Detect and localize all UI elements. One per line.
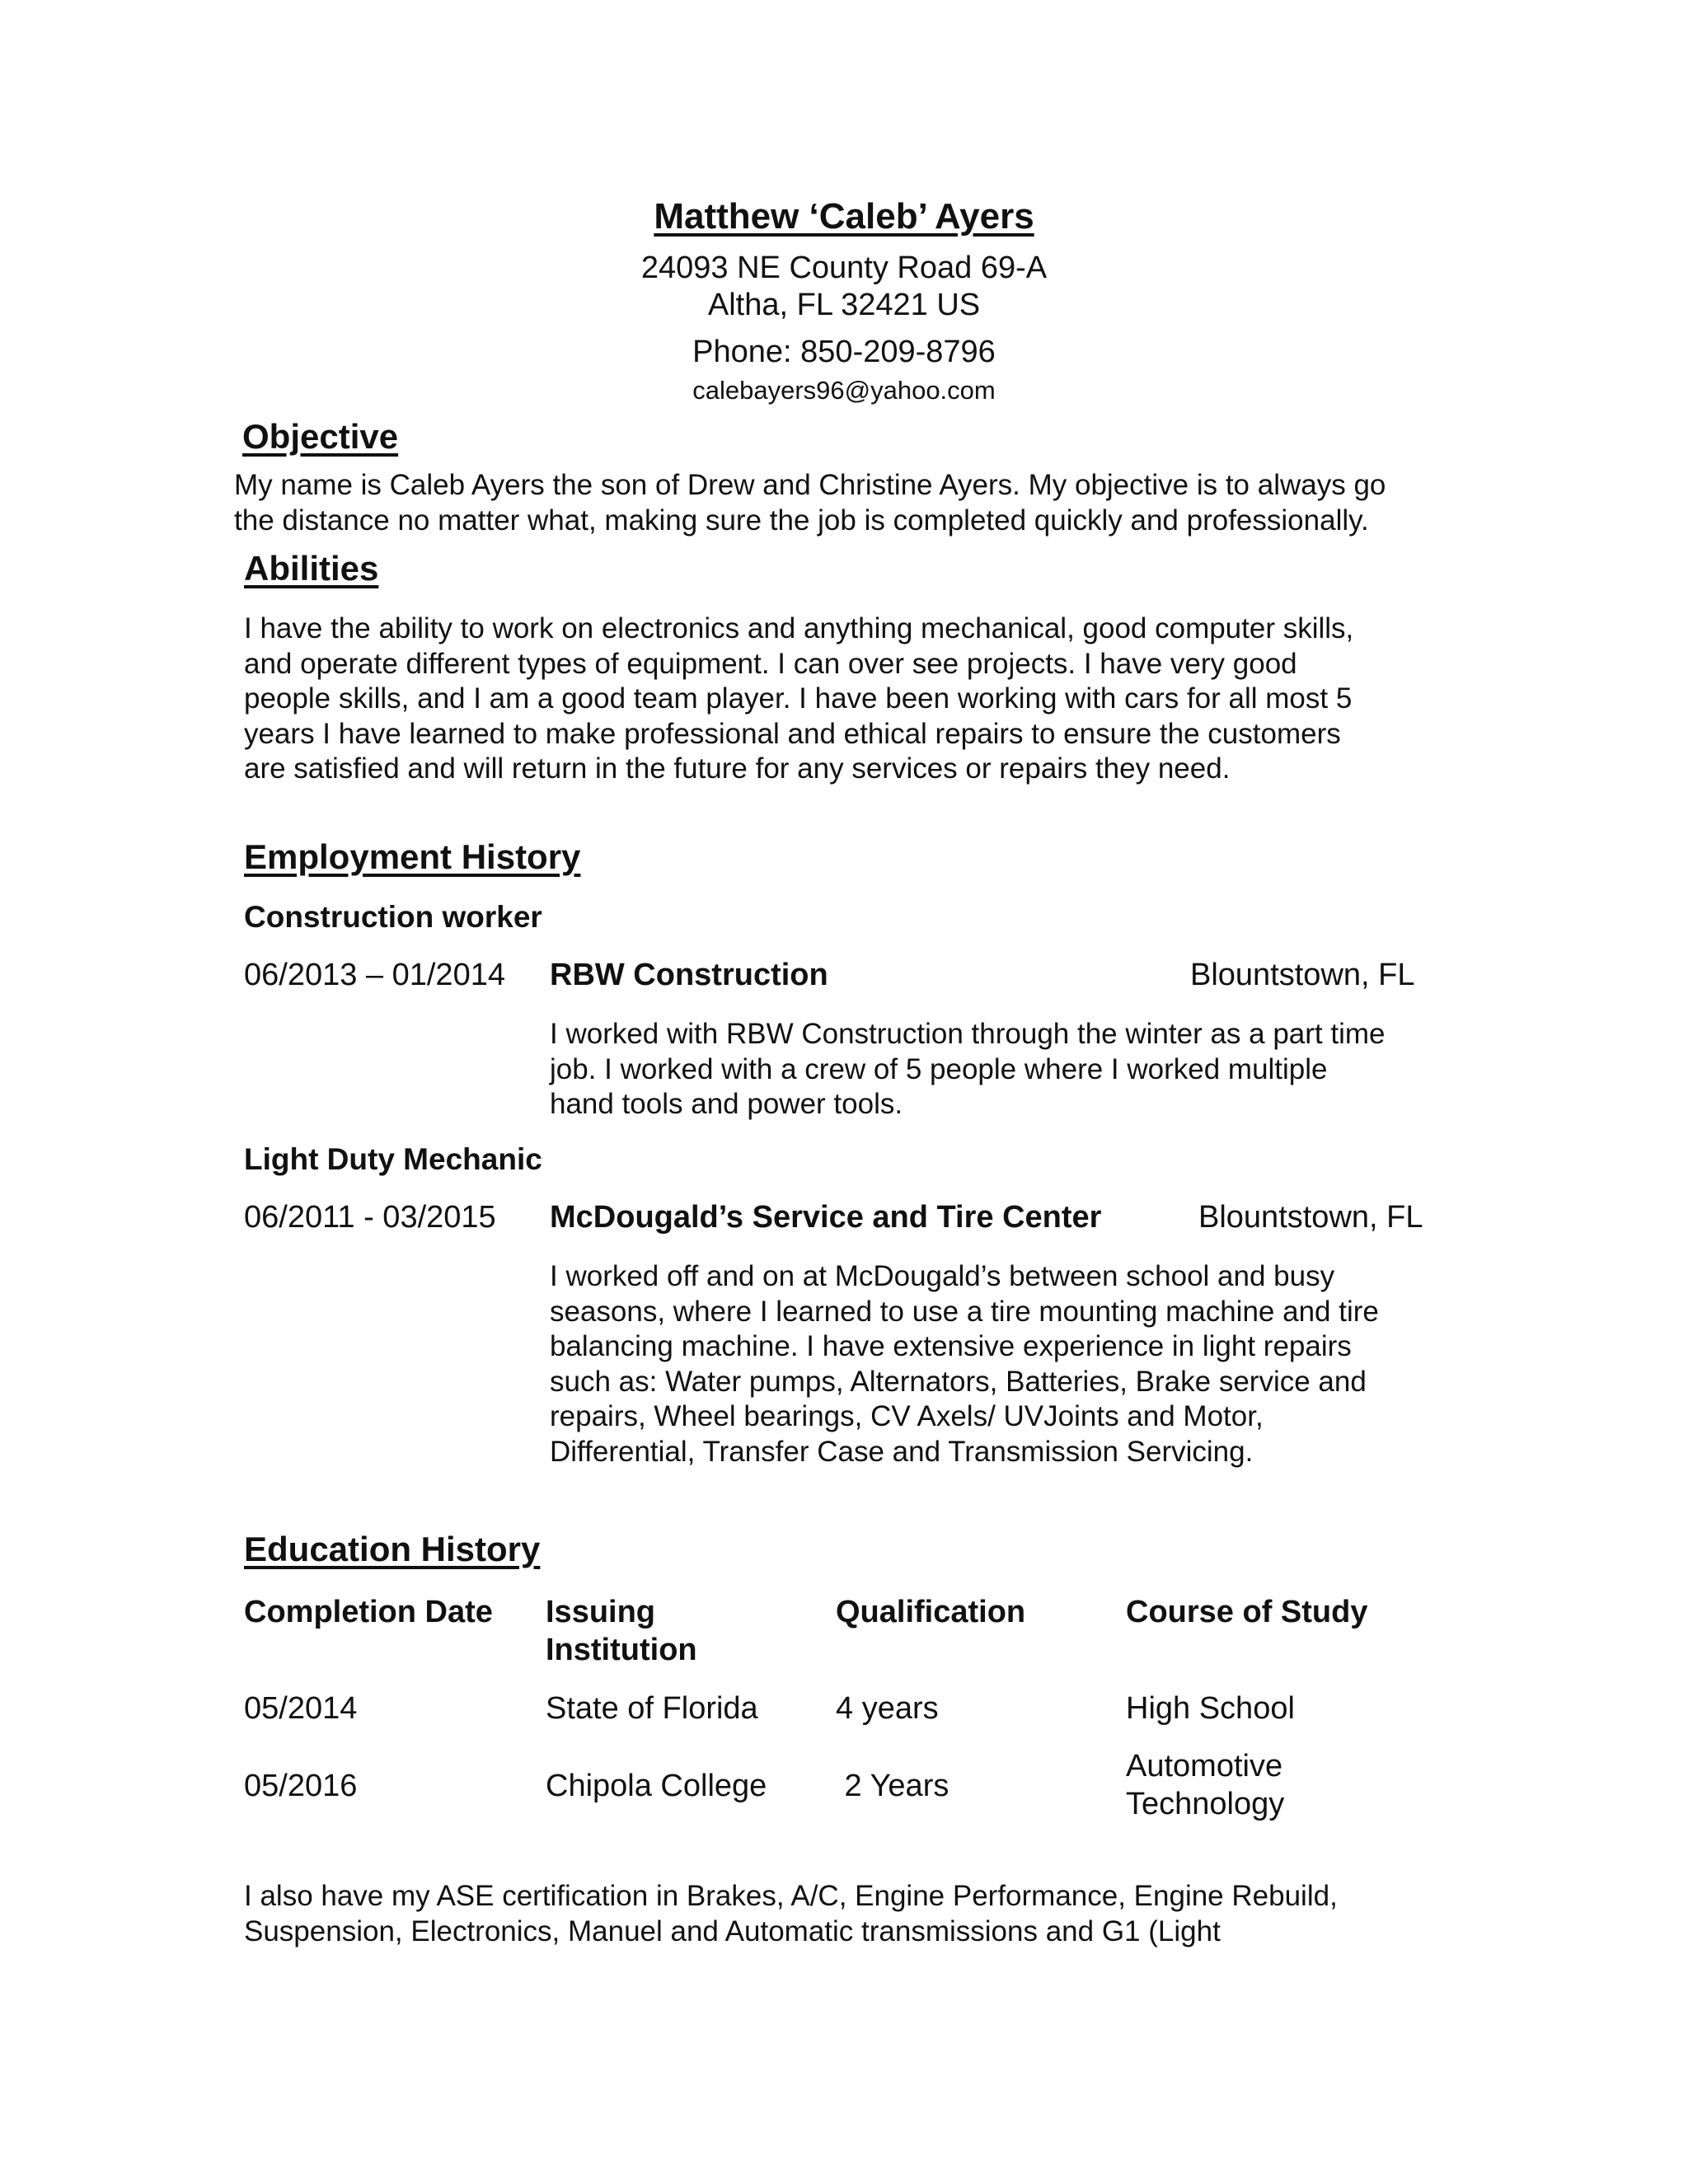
- edu-col-issuing-institution: Issuing Institution: [546, 1595, 697, 1667]
- job-description-line: I worked off and on at McDougald’s between school and busy: [550, 1260, 1335, 1292]
- edu-col-completion-date: Completion Date: [244, 1595, 493, 1629]
- abilities-heading: Abilities: [244, 549, 379, 588]
- edu-cell-course: Automotive Technology: [1126, 1749, 1285, 1821]
- job-title: Construction worker: [244, 900, 542, 934]
- job-description-line: repairs, Wheel bearings, CV Axels/ UVJoints and Motor,: [550, 1400, 1264, 1432]
- certification-text: [244, 1879, 1338, 1949]
- abilities-line: years I have learned to make professional and ethical repairs to ensure the customers: [244, 717, 1341, 750]
- abilities-line: and operate different types of equipment. I can over see projects. I have very good: [244, 647, 1297, 680]
- job-description-line: hand tools and power tools.: [550, 1088, 903, 1120]
- job-dates: 06/2013 – 01/2014: [244, 958, 505, 992]
- certification-line: Suspension, Electronics, Manuel and Automatic transmissions and G1 (Light: [244, 1915, 1221, 1947]
- objective-heading: Objective: [242, 417, 399, 456]
- edu-cell-qualification: 4 years: [836, 1691, 939, 1726]
- job-description: [550, 1259, 1379, 1469]
- edu-cell-institution: State of Florida: [546, 1691, 758, 1726]
- edu-cell-qualification: 2 Years: [836, 1769, 950, 1803]
- edu-cell-institution: Chipola College: [546, 1769, 767, 1803]
- edu-col-course-of-study: Course of Study: [1126, 1595, 1368, 1629]
- abilities-line: people skills, and I am a good team player. I have been working with cars for all most 5: [244, 682, 1353, 715]
- employment-heading: Employment History: [244, 837, 581, 876]
- abilities-line: I have the ability to work on electronics and anything mechanical, good computer skills,: [244, 612, 1354, 644]
- edu-cell-date: 05/2016: [244, 1769, 358, 1803]
- address-line-2: Altha, FL 32421 US: [707, 288, 981, 322]
- job-description-line: seasons, where I learned to use a tire mounting machine and tire: [550, 1295, 1379, 1328]
- edu-cell-course: High School: [1126, 1691, 1295, 1726]
- job-description-line: job. I worked with a crew of 5 people where I worked multiple: [550, 1052, 1328, 1085]
- job-description-line: balancing machine. I have extensive experience in light repairs: [550, 1330, 1352, 1362]
- edu-cell-date: 05/2014: [244, 1691, 358, 1726]
- objective-line: the distance no matter what, making sure the job is completed quickly and professionally.: [234, 504, 1369, 537]
- edu-col-qualification: Qualification: [836, 1595, 1026, 1629]
- job-employer: McDougald’s Service and Tire Center: [550, 1200, 1102, 1235]
- job-description-line: Differential, Transfer Case and Transmission Servicing.: [550, 1435, 1254, 1468]
- email-address: calebayers96@yahoo.com: [692, 376, 996, 405]
- resume-name: Matthew ‘Caleb’ Ayers: [654, 196, 1034, 237]
- address-line-1: 24093 NE County Road 69-A: [640, 251, 1048, 285]
- education-heading: Education History: [244, 1530, 541, 1568]
- job-description: [550, 1017, 1385, 1122]
- abilities-text: [244, 612, 1353, 787]
- job-dates: 06/2011 - 03/2015: [244, 1200, 496, 1235]
- job-location: Blountstown, FL: [1198, 1200, 1423, 1235]
- job-description-line: such as: Water pumps, Alternators, Batteries, Brake service and: [550, 1365, 1367, 1398]
- job-employer: RBW Construction: [550, 958, 828, 992]
- job-title: Light Duty Mechanic: [244, 1142, 542, 1176]
- abilities-line: are satisfied and will return in the future for any services or repairs they need.: [244, 752, 1231, 785]
- objective-text: [234, 468, 1386, 538]
- phone-number: Phone: 850-209-8796: [692, 335, 996, 369]
- job-description-line: I worked with RBW Construction through the winter as a part time: [550, 1018, 1386, 1050]
- certification-line: I also have my ASE certification in Brakes, A/C, Engine Performance, Engine Rebuild,: [244, 1880, 1338, 1912]
- job-location: Blountstown, FL: [1190, 958, 1415, 992]
- objective-line: My name is Caleb Ayers the son of Drew and Christine Ayers. My objective is to always go: [234, 469, 1386, 501]
